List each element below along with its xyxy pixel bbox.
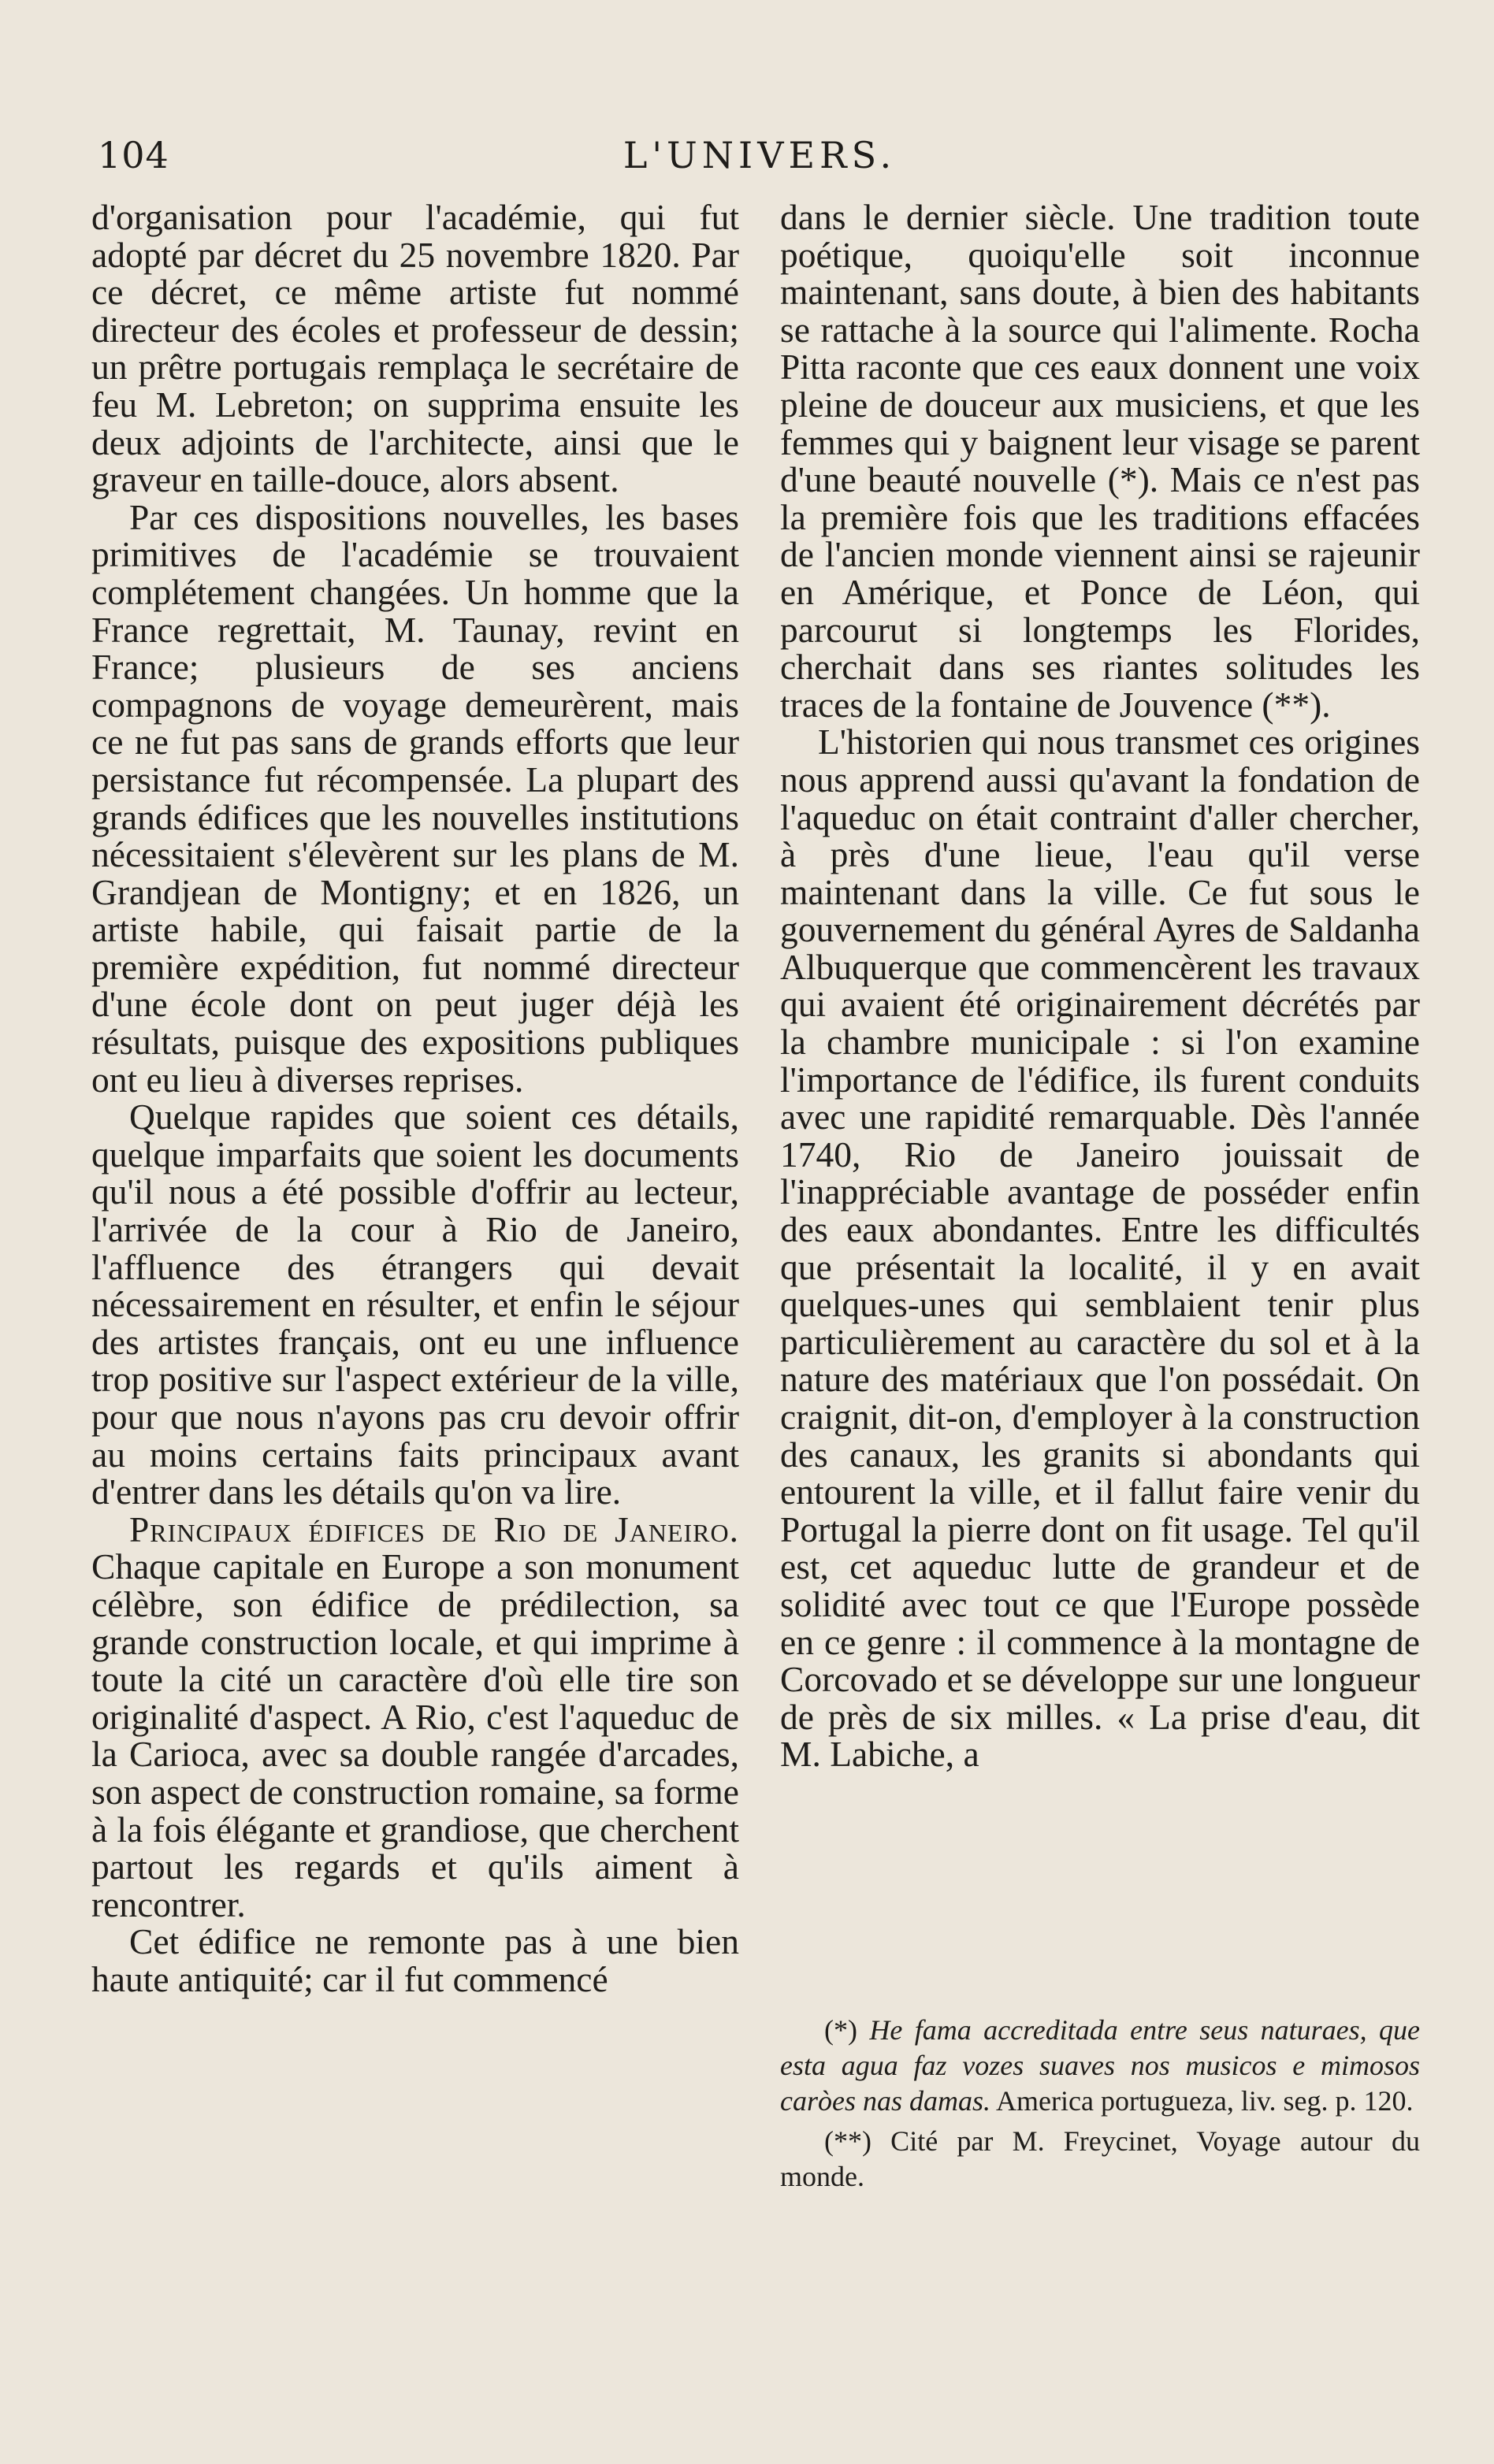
left-paragraph-3: Quelque rapides que soient ces détails, quelque imparfaits que soient les documents qu'il nous a été possible d'offrir au lecteur, l'arrivée de la cour à Rio de Janeiro, l'affluence des étrangers qui devait nécessairement en résulter, et enfin le séjour des artistes français, ont eu une influence trop positive sur l'aspect extérieur de la ville, pour que nous n'ayons pas cru devoir offrir au moins certains faits principaux avant d'entrer dans les détails qu'on va lire. bbox=[91, 1097, 739, 1512]
page-header bbox=[98, 134, 1422, 181]
footnote-1-marker: (*) bbox=[824, 2014, 857, 2046]
page-number: 104 bbox=[98, 134, 169, 176]
left-column bbox=[91, 199, 739, 1998]
section-heading-body: Chaque capitale en Europe a son monument célèbre, son édifice de prédilection, sa grande construction locale, et qui imprime à toute la cité un caractère d'où elle tire son originalité d'aspect. A Rio, c'est l'aqueduc de la Carioca, avec sa double rangée d'arcades, son aspect de construction romaine, sa forme à la fois élégante et grandiose, que cherchent partout les regards et qu'ils aiment à rencontrer. bbox=[91, 1546, 739, 1924]
left-paragraph-1: d'organisation pour l'académie, qui fut adopté par décret du 25 novembre 1820. Par ce décret, ce même artiste fut nommé directeur des écoles et professeur de dessin; un prêtre portugais remplaça le secrétaire de feu M. Lebreton; on supprima ensuite les deux adjoints de l'architecte, ainsi que le graveur en taille-douce, alors absent. bbox=[91, 197, 739, 500]
footnote-2: (**) Cité par M. Freycinet, Voyage autour du monde. bbox=[780, 2125, 1420, 2192]
footnote-1-quote: He fama accreditada entre seus naturaes, que esta agua faz vozes suaves nos musicos e mimosos caròes nas damas. bbox=[780, 2014, 1420, 2117]
footnote-1 bbox=[780, 2013, 1420, 2119]
right-paragraph-2: L'historien qui nous transmet ces origines nous apprend aussi qu'avant la fondation de l'aqueduc on était contraint d'aller chercher, à près d'une lieue, l'eau qu'il verse maintenant dans la ville. Ce fut sous le gouvernement du général Ayres de Saldanha Albuquerque que commencèrent les travaux qui avaient été originairement décrétés par la chambre municipale : si l'on examine l'importance de l'édifice, ils furent conduits avec une rapidité remarquable. Dès l'année 1740, Rio de Janeiro jouissait de l'inappréciable avantage de posséder enfin des eaux abondantes. Entre les difficultés que présentait la localité, il y en avait quelques-unes qui semblaient tenir plus particulièrement au caractère du sol et à la nature des matériaux que l'on possédait. On craignit, dit-on, d'employer à la construction des canaux, les granits si abondants qui entourent la ville, et il fallut faire venir du Portugal la pierre dont on fit usage. Tel qu'il est, cet aqueduc lutte de grandeur et de solidité avec tout ce que l'Europe possède en ce genre : il commence à la montagne de Corcovado et se développe sur une longueur de près de six milles. « La prise d'eau, dit M. Labiche, a bbox=[780, 722, 1420, 1775]
section-heading: Principaux édifices de Rio de Janeiro. bbox=[129, 1508, 739, 1549]
left-paragraph-5: Cet édifice ne remonte pas à une bien haute antiquité; car il fut commencé bbox=[91, 1921, 739, 1999]
running-title: L'UNIVERS. bbox=[622, 134, 897, 176]
footnote-1-source: America portugueza, liv. seg. p. 120. bbox=[990, 2085, 1414, 2117]
left-paragraph-4 bbox=[91, 1508, 739, 1924]
footnotes bbox=[780, 2013, 1420, 2199]
left-paragraph-2: Par ces dispositions nouvelles, les bases primitives de l'académie se trouvaient complétement changées. Un homme que la France regrettait, M. Taunay, revint en France; plusieurs de ses anciens compagnons de voyage demeurèrent, mais ce ne fut pas sans de grands efforts que leur persistance fut récompensée. La plupart des grands édifices que les nouvelles institutions nécessitaient s'élevèrent sur les plans de M. Grandjean de Montigny; et en 1826, un artiste habile, qui faisait partie de la première expédition, fut nommé directeur d'une école dont on peut juger déjà les résultats, puisque des expositions publiques ont eu lieu à diverses reprises. bbox=[91, 496, 739, 1100]
right-paragraph-1: dans le dernier siècle. Une tradition toute poétique, quoiqu'elle soit inconnue maintenant, sans doute, à bien des habitants se rattache à la source qui l'alimente. Rocha Pitta raconte que ces eaux donnent une voix pleine de douceur aux musiciens, et que les femmes qui y baignent leur visage se parent d'une beauté nouvelle (*). Mais ce n'est pas la première fois que les traditions effacées de l'ancien monde viennent ainsi se rajeunir en Amérique, et Ponce de Léon, qui parcourut si longtemps les Florides, cherchait dans ses riantes solitudes les traces de la fontaine de Jouvence (**). bbox=[780, 197, 1420, 725]
right-column bbox=[780, 199, 1420, 1773]
